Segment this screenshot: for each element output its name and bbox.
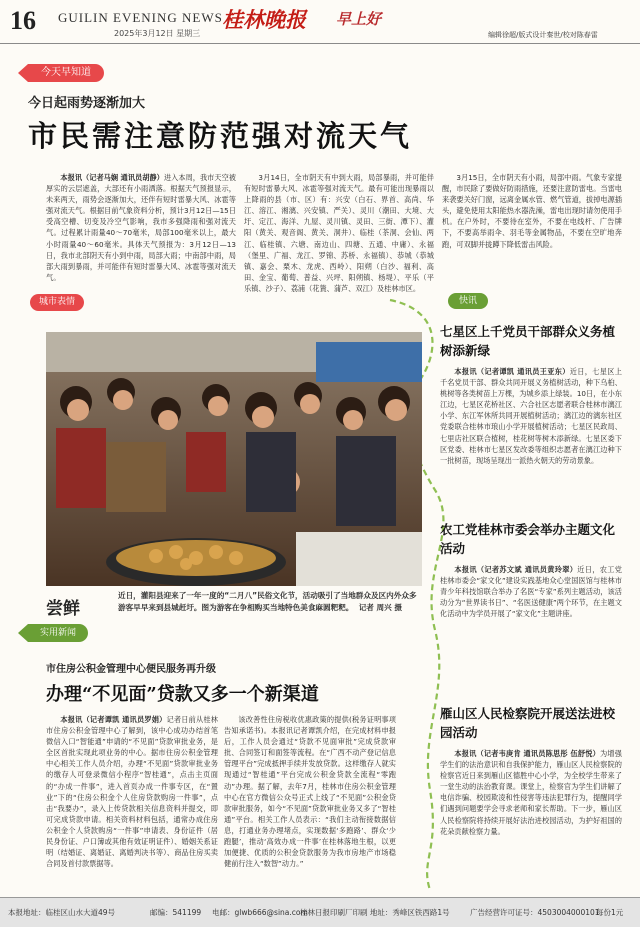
photo-credit: 记者 周兴 摄 [358, 603, 402, 612]
brief-body: 为增强学生们的法治意识和自我保护能力，雁山区人民检察院的检察官近日来到雁山区德胜中心小学，为全校学生带来了一堂生动的法治教育课。课堂上，检察官为学生们讲解了电信诈骗、校园欺凌和性侵害等违法犯罪行为，提醒同学们遇到问题要学会寻求老师和家长帮助。下一步，雁山区人民检察院将持续开展好法治进校园活动，为护好祖国的花朵贡献检察力量。 [440, 749, 622, 836]
paper-logo: 桂林晚报 [222, 7, 306, 32]
loan-story-column-1 [46, 714, 218, 894]
column-name: 早上好 [336, 10, 382, 28]
brief-body: 近日，七星区上千名党员干部、群众共同开展义务植树活动，种下乌桕、桃树等各类树苗上万棵，为城乡添上绿装。10日，在小东江边，七星区花桥社区、六合社区志愿者联合桂林市漓江小学、东江军休所共同开展植树活动；漓江边的漓东社区党委联合桂林市琅山小学开展植树活动；七星区民政局、七里店社区联合植树，桂花树等树木添新绿。七星区委下区党委、桂林市七星区发改委等组织志愿者在漓江边种下一批树苗，现场呈现出一派热火朝天的劳动景象。 [440, 367, 622, 465]
top-story-column-2: 3月14日，全市阴天有中到大雨，局部暴雨，并可能伴有短时雷暴大风、冰雹等强对流天气。最有可能出现暴雨以上降雨的县（市、区）有：兴安（白石、界首、高尚、华江、溶江、湘漓、兴安镇、严关）、灵川（潮田、大境、大圩、定江、海洋、九屋、灵川镇、灵田、三街、潭下）、灌阳（黄关、观音阁、黄关、洞井）、临桂（茶洞、会仙、两江、临桂镇、六塘、南边山、四塘、五通、中庸）、永福（堡里、广福、龙江、罗锦、苏桥、永福镇）、恭城（恭城镇、嘉会、栗木、龙虎、西岭）、阳朔（白沙、福利、高田、金宝、葡萄、普益、兴坪、阳朔镇、杨堤）、平乐（平乐镇、沙子）、荔浦（花篢、蒲芦、双江）及桂林市区。 [244, 173, 434, 293]
loan-story-column-2: 该改善性住房税收优惠政策的提供(税务证明事项告知承诺书)。本报讯记者谭凯介绍，在完成材料申报后，工作人员会通过“贷款不见面审批”完成贷款审批、合同签订和面签等流程。在“广西不动产登记信息管理平台”完成抵押手续并发放贷款。这样缴存人就实现通过“智桂通”平台完成公积金贷款全流程“零跑动”办理。据了解，去年7月，桂林市住房公积金管理中心在官方微信公众号正式上线了“不见面”公积金贷款审批服务，如今“不见面”贷款审批业务又多了“智桂通”平台。相关工作人员表示：“我们主动衔接数据信息，打通业务办理堵点，实现数据‘多跑路’、群众‘少跑腿’，推动‘高效办成一件事’在桂林落地生根，以更加便捷、优质的公积金贷款服务为我市房地产市场稳健前行注入“数智”动力。” [224, 715, 396, 869]
top-story-headline: 市民需注意防范强对流天气 [28, 119, 413, 153]
masthead [0, 0, 640, 44]
top-story-kicker: 今日起雨势逐渐加大 [28, 96, 146, 111]
page-number: 16 [10, 6, 36, 35]
brief-text [440, 748, 622, 886]
editor-credits: 编辑徐超/版式设计秦世/校对陈春雷 [488, 31, 598, 39]
loan-story-kicker: 市住房公积金管理中心便民服务再升级 [46, 664, 216, 675]
brief-body: 近日，农工党桂林市委会“家文化”建设实践基地众心堂国医馆与桂林市青少年科技馆联合举办了名医“专家”系列主题活动，该活动分为“世界读书日”、“名医送健康”两个环节，在主题文化活动中为学员开展了“家文化”主题讲座。 [440, 565, 622, 619]
footer-postcode: 邮编：541199 [150, 908, 202, 917]
footer-printer: 桂林日报印刷厂印刷 地址：秀峰区铁西路1号 [300, 908, 450, 917]
top-story-byline: 本报讯（记者马娴 通讯员胡静） [60, 173, 164, 182]
loan-story-byline: 本报讯（记者谭凯 通讯员罗娟） [60, 715, 167, 724]
date-line: 2025年3月12日 星期三 [114, 29, 201, 38]
news-photo [46, 332, 422, 586]
footer-address: 本报地址：临桂区山水大道49号 [8, 908, 116, 917]
brief-title: 农工党桂林市委会举办主题文化活动 [440, 522, 616, 556]
section-tag-brief: 快讯 [448, 293, 488, 309]
section-tag-city: 城市表情 [30, 294, 84, 311]
brief-title: 七星区上千党员干部群众义务植树添新绿 [440, 324, 616, 358]
footer-price: 每份1元 [596, 908, 624, 917]
footer [0, 897, 640, 927]
footer-license: 广告经营许可证号：4503004000101 [470, 908, 600, 917]
brief-byline: 本报讯（记者韦庚肯 通讯员陈思彤 伍舒悦） [454, 749, 601, 758]
loan-story-text-1: 记者日前从桂林市住房公积金管理中心了解到，该中心成功办结首笔微信入口“智能通”申请的“不见面”贷款审批业务，是全区首批实现此项业务的中心。据市住房公积金管理中心相关工作人员介绍，办理“不见面”贷款审批业务的缴存人可登录微信小程序“智桂通”，点击主页面的“办成一件事”，进入首页办成一件事专区，在“置业”下的“住房公积金个人住房贷款购房一件事”，点击“我要办”，录入上传贷款相关信息资料并提交，即可完成贷款申请。相关资料材料包括，通常办成住房公积金个人贷款购房“一件事”申请表、身份证件（居民身份证、户口簿或其他有效证明证件）、婚姻关系证明（结婚证、离婚证、离婚判决书等）、商品住房买卖合同及首付款票据等。 [46, 715, 218, 869]
section-tag-practical: 实用新闻 [28, 624, 88, 642]
top-story-column-3: 3月15日，全市阴天有小雨，局部中雨。气象专家提醒，市民除了要做好防雨措施，还要注意防雷电。当雷电来袭要关好门窗，远离金属水管、燃气管道，拔掉电源插头，避免使用太阳能热水器洗澡，雷电出现时请勿使用手机。在户外时，不要待在室外，不要在电线杆、广告牌下，不要高举雨伞、羽毛等金属物品，不要在空旷地奔跑，可双脚并拢蹲下降低雷击风险。 [442, 173, 622, 249]
footer-email: 电邮：glwb666@sina.com [212, 908, 308, 917]
photo-caption-text: 近日，灌阳县迎来了一年一度的“二月八”民俗文化节，活动吸引了当地群众及区内外众多游客早早来到县城赶圩。图为游客在争相购买当地特色美食麻圆粑粑。 [118, 591, 417, 612]
brief-text [440, 366, 622, 512]
top-story-text-1: 进入本周，我市天空被厚实的云层遮盖，大部还有小雨洒落。根据天气预报显示，未来两天，雨势会逐渐加大，还伴有短时雷暴大风、冰雹等强对流天气。根据目前气象资料分析，预计3月12日—15日受高空槽、切变及冷空气影响，我市多强降雨和强对流天气。过程累计雨量40～70毫米，局部100毫米以上，最大小时雨量40～60毫米。具体天气预报为：3月12日—13日，我市北部阴天有小到中雨，局部大雨；中南部中雨，局部大雨到暴雨，并可能伴有短时雷暴大风、冰雹等强对流天气。 [46, 173, 236, 282]
brief-title: 雁山区人民检察院开展送法进校园活动 [440, 706, 616, 740]
top-story-column-1 [46, 172, 236, 282]
section-tag-today: 今天早知道 [28, 64, 104, 82]
brief-byline: 本报讯（记者苏文斌 通讯员黄玲翠） [454, 565, 578, 574]
photo-caption [118, 590, 418, 630]
paper-name-en: GUILIN EVENING NEWS [58, 10, 223, 25]
brief-text [440, 564, 622, 670]
brief-byline: 本报讯（记者谭凯 通讯员王亚东） [454, 367, 570, 376]
photo-caption-title: 尝鲜 [46, 599, 80, 619]
loan-story-headline: 办理“不见面”贷款又多一个新渠道 [46, 684, 319, 705]
